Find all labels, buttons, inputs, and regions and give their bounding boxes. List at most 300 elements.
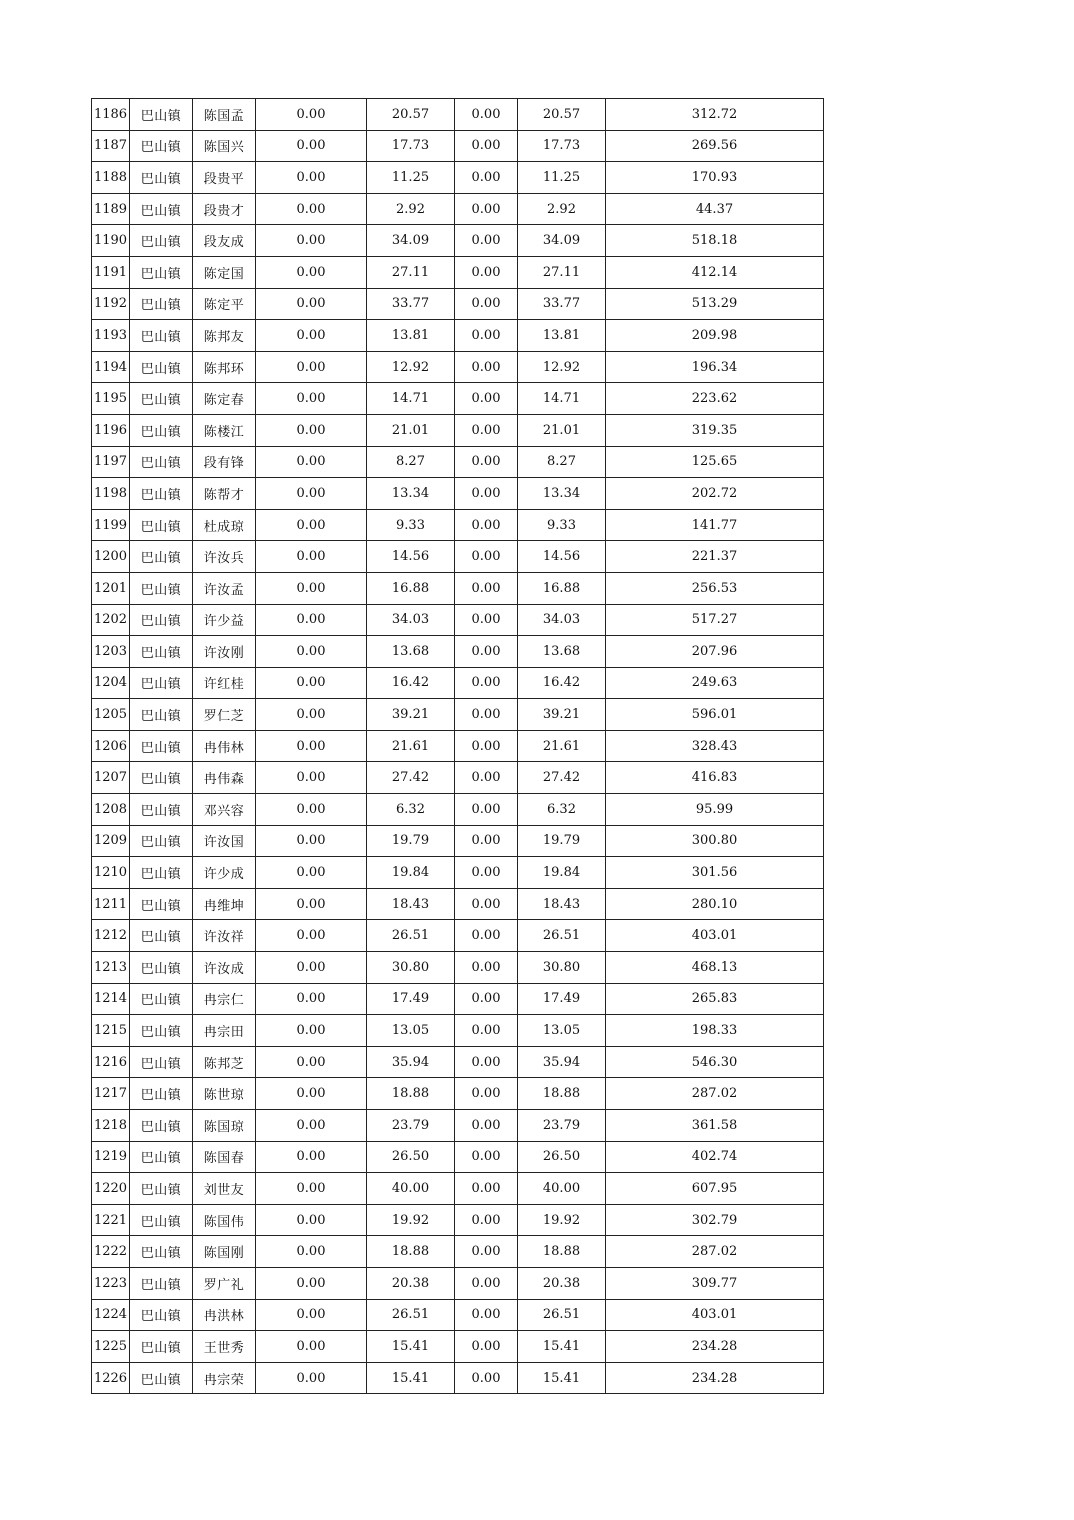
row-number-cell: 1221 [92, 1204, 130, 1236]
town-cell: 巴山镇 [130, 288, 193, 320]
amount-cell: 312.72 [606, 99, 824, 131]
value-d-cell: 17.49 [518, 983, 606, 1015]
row-number-cell: 1216 [92, 1046, 130, 1078]
value-c-cell: 0.00 [455, 256, 518, 288]
value-b-cell: 26.51 [367, 920, 455, 952]
value-d-cell: 23.79 [518, 1110, 606, 1142]
name-cell: 段贵平 [193, 162, 256, 194]
value-c-cell: 0.00 [455, 162, 518, 194]
value-b-cell: 34.03 [367, 604, 455, 636]
town-cell: 巴山镇 [130, 130, 193, 162]
value-b-cell: 19.92 [367, 1204, 455, 1236]
value-b-cell: 16.88 [367, 572, 455, 604]
table-row [92, 162, 824, 194]
name-cell: 陈邦环 [193, 351, 256, 383]
table-row [92, 888, 824, 920]
town-cell: 巴山镇 [130, 572, 193, 604]
name-cell: 许汝孟 [193, 572, 256, 604]
data-table [91, 98, 824, 1394]
value-d-cell: 6.32 [518, 794, 606, 826]
amount-cell: 301.56 [606, 857, 824, 889]
value-a-cell: 0.00 [256, 541, 367, 573]
value-d-cell: 13.34 [518, 478, 606, 510]
amount-cell: 202.72 [606, 478, 824, 510]
value-b-cell: 30.80 [367, 952, 455, 984]
town-cell: 巴山镇 [130, 1331, 193, 1363]
table-row [92, 636, 824, 668]
row-number-cell: 1193 [92, 320, 130, 352]
value-d-cell: 27.11 [518, 256, 606, 288]
value-a-cell: 0.00 [256, 1299, 367, 1331]
amount-cell: 170.93 [606, 162, 824, 194]
value-b-cell: 21.61 [367, 730, 455, 762]
value-a-cell: 0.00 [256, 320, 367, 352]
row-number-cell: 1194 [92, 351, 130, 383]
amount-cell: 249.63 [606, 667, 824, 699]
value-b-cell: 15.41 [367, 1362, 455, 1394]
value-b-cell: 11.25 [367, 162, 455, 194]
value-c-cell: 0.00 [455, 288, 518, 320]
town-cell: 巴山镇 [130, 983, 193, 1015]
name-cell: 陈世琼 [193, 1078, 256, 1110]
row-number-cell: 1209 [92, 825, 130, 857]
value-a-cell: 0.00 [256, 1204, 367, 1236]
amount-cell: 361.58 [606, 1110, 824, 1142]
town-cell: 巴山镇 [130, 509, 193, 541]
name-cell: 邓兴容 [193, 794, 256, 826]
table-row [92, 193, 824, 225]
value-a-cell: 0.00 [256, 351, 367, 383]
table-row [92, 1267, 824, 1299]
town-cell: 巴山镇 [130, 446, 193, 478]
value-a-cell: 0.00 [256, 1078, 367, 1110]
amount-cell: 196.34 [606, 351, 824, 383]
value-d-cell: 18.43 [518, 888, 606, 920]
amount-cell: 198.33 [606, 1015, 824, 1047]
value-c-cell: 0.00 [455, 541, 518, 573]
value-b-cell: 18.43 [367, 888, 455, 920]
value-c-cell: 0.00 [455, 446, 518, 478]
name-cell: 罗仁芝 [193, 699, 256, 731]
row-number-cell: 1215 [92, 1015, 130, 1047]
town-cell: 巴山镇 [130, 1267, 193, 1299]
value-c-cell: 0.00 [455, 604, 518, 636]
row-number-cell: 1224 [92, 1299, 130, 1331]
value-d-cell: 13.81 [518, 320, 606, 352]
town-cell: 巴山镇 [130, 478, 193, 510]
row-number-cell: 1188 [92, 162, 130, 194]
town-cell: 巴山镇 [130, 1173, 193, 1205]
row-number-cell: 1222 [92, 1236, 130, 1268]
value-a-cell: 0.00 [256, 572, 367, 604]
table-row [92, 825, 824, 857]
value-d-cell: 16.42 [518, 667, 606, 699]
value-c-cell: 0.00 [455, 730, 518, 762]
value-b-cell: 14.71 [367, 383, 455, 415]
value-c-cell: 0.00 [455, 952, 518, 984]
row-number-cell: 1206 [92, 730, 130, 762]
value-c-cell: 0.00 [455, 414, 518, 446]
value-c-cell: 0.00 [455, 667, 518, 699]
name-cell: 陈帮才 [193, 478, 256, 510]
town-cell: 巴山镇 [130, 383, 193, 415]
value-b-cell: 8.27 [367, 446, 455, 478]
value-b-cell: 20.38 [367, 1267, 455, 1299]
name-cell: 冉伟森 [193, 762, 256, 794]
value-b-cell: 15.41 [367, 1331, 455, 1363]
row-number-cell: 1220 [92, 1173, 130, 1205]
value-a-cell: 0.00 [256, 193, 367, 225]
amount-cell: 287.02 [606, 1236, 824, 1268]
value-b-cell: 26.51 [367, 1299, 455, 1331]
town-cell: 巴山镇 [130, 1110, 193, 1142]
town-cell: 巴山镇 [130, 1299, 193, 1331]
value-d-cell: 15.41 [518, 1331, 606, 1363]
row-number-cell: 1203 [92, 636, 130, 668]
row-number-cell: 1192 [92, 288, 130, 320]
value-a-cell: 0.00 [256, 699, 367, 731]
value-c-cell: 0.00 [455, 857, 518, 889]
row-number-cell: 1205 [92, 699, 130, 731]
town-cell: 巴山镇 [130, 952, 193, 984]
town-cell: 巴山镇 [130, 351, 193, 383]
town-cell: 巴山镇 [130, 857, 193, 889]
row-number-cell: 1189 [92, 193, 130, 225]
value-c-cell: 0.00 [455, 99, 518, 131]
value-c-cell: 0.00 [455, 193, 518, 225]
value-c-cell: 0.00 [455, 1046, 518, 1078]
value-a-cell: 0.00 [256, 1331, 367, 1363]
row-number-cell: 1199 [92, 509, 130, 541]
value-d-cell: 19.79 [518, 825, 606, 857]
table-row [92, 320, 824, 352]
value-a-cell: 0.00 [256, 225, 367, 257]
town-cell: 巴山镇 [130, 920, 193, 952]
value-b-cell: 27.42 [367, 762, 455, 794]
value-a-cell: 0.00 [256, 604, 367, 636]
value-d-cell: 40.00 [518, 1173, 606, 1205]
amount-cell: 402.74 [606, 1141, 824, 1173]
name-cell: 陈定春 [193, 383, 256, 415]
value-d-cell: 27.42 [518, 762, 606, 794]
row-number-cell: 1196 [92, 414, 130, 446]
row-number-cell: 1226 [92, 1362, 130, 1394]
value-c-cell: 0.00 [455, 794, 518, 826]
value-c-cell: 0.00 [455, 130, 518, 162]
value-d-cell: 14.71 [518, 383, 606, 415]
value-d-cell: 19.92 [518, 1204, 606, 1236]
table-row [92, 478, 824, 510]
amount-cell: 234.28 [606, 1331, 824, 1363]
row-number-cell: 1223 [92, 1267, 130, 1299]
value-a-cell: 0.00 [256, 1015, 367, 1047]
town-cell: 巴山镇 [130, 636, 193, 668]
name-cell: 陈国春 [193, 1141, 256, 1173]
value-d-cell: 8.27 [518, 446, 606, 478]
row-number-cell: 1211 [92, 888, 130, 920]
name-cell: 陈邦芝 [193, 1046, 256, 1078]
row-number-cell: 1213 [92, 952, 130, 984]
name-cell: 冉洪林 [193, 1299, 256, 1331]
value-c-cell: 0.00 [455, 920, 518, 952]
value-a-cell: 0.00 [256, 730, 367, 762]
value-c-cell: 0.00 [455, 1078, 518, 1110]
value-c-cell: 0.00 [455, 1204, 518, 1236]
table-row [92, 351, 824, 383]
name-cell: 王世秀 [193, 1331, 256, 1363]
value-c-cell: 0.00 [455, 1173, 518, 1205]
table-row [92, 730, 824, 762]
amount-cell: 518.18 [606, 225, 824, 257]
amount-cell: 546.30 [606, 1046, 824, 1078]
name-cell: 陈楼江 [193, 414, 256, 446]
table-row [92, 762, 824, 794]
value-d-cell: 26.51 [518, 1299, 606, 1331]
row-number-cell: 1204 [92, 667, 130, 699]
value-a-cell: 0.00 [256, 888, 367, 920]
name-cell: 段有锋 [193, 446, 256, 478]
row-number-cell: 1186 [92, 99, 130, 131]
value-d-cell: 20.38 [518, 1267, 606, 1299]
name-cell: 刘世友 [193, 1173, 256, 1205]
table-row [92, 446, 824, 478]
value-d-cell: 33.77 [518, 288, 606, 320]
row-number-cell: 1214 [92, 983, 130, 1015]
value-b-cell: 34.09 [367, 225, 455, 257]
name-cell: 陈定平 [193, 288, 256, 320]
town-cell: 巴山镇 [130, 1236, 193, 1268]
value-c-cell: 0.00 [455, 1267, 518, 1299]
value-a-cell: 0.00 [256, 288, 367, 320]
value-c-cell: 0.00 [455, 1362, 518, 1394]
amount-cell: 125.65 [606, 446, 824, 478]
row-number-cell: 1208 [92, 794, 130, 826]
value-b-cell: 17.73 [367, 130, 455, 162]
town-cell: 巴山镇 [130, 1078, 193, 1110]
row-number-cell: 1200 [92, 541, 130, 573]
value-c-cell: 0.00 [455, 636, 518, 668]
value-c-cell: 0.00 [455, 509, 518, 541]
amount-cell: 95.99 [606, 794, 824, 826]
row-number-cell: 1195 [92, 383, 130, 415]
name-cell: 许汝国 [193, 825, 256, 857]
value-d-cell: 18.88 [518, 1236, 606, 1268]
value-a-cell: 0.00 [256, 1362, 367, 1394]
name-cell: 罗广礼 [193, 1267, 256, 1299]
value-c-cell: 0.00 [455, 225, 518, 257]
row-number-cell: 1225 [92, 1331, 130, 1363]
table-row [92, 572, 824, 604]
value-b-cell: 40.00 [367, 1173, 455, 1205]
amount-cell: 468.13 [606, 952, 824, 984]
value-b-cell: 2.92 [367, 193, 455, 225]
value-a-cell: 0.00 [256, 1236, 367, 1268]
table-row [92, 699, 824, 731]
value-b-cell: 18.88 [367, 1236, 455, 1268]
name-cell: 许汝兵 [193, 541, 256, 573]
table-row [92, 509, 824, 541]
value-c-cell: 0.00 [455, 1110, 518, 1142]
name-cell: 许红桂 [193, 667, 256, 699]
name-cell: 陈国琼 [193, 1110, 256, 1142]
town-cell: 巴山镇 [130, 888, 193, 920]
town-cell: 巴山镇 [130, 604, 193, 636]
value-a-cell: 0.00 [256, 383, 367, 415]
table-row [92, 857, 824, 889]
row-number-cell: 1187 [92, 130, 130, 162]
town-cell: 巴山镇 [130, 730, 193, 762]
value-b-cell: 13.34 [367, 478, 455, 510]
value-a-cell: 0.00 [256, 1173, 367, 1205]
value-a-cell: 0.00 [256, 1110, 367, 1142]
row-number-cell: 1217 [92, 1078, 130, 1110]
value-d-cell: 13.05 [518, 1015, 606, 1047]
name-cell: 许少益 [193, 604, 256, 636]
amount-cell: 234.28 [606, 1362, 824, 1394]
row-number-cell: 1207 [92, 762, 130, 794]
value-b-cell: 14.56 [367, 541, 455, 573]
value-d-cell: 21.61 [518, 730, 606, 762]
row-number-cell: 1210 [92, 857, 130, 889]
amount-cell: 265.83 [606, 983, 824, 1015]
amount-cell: 256.53 [606, 572, 824, 604]
value-d-cell: 21.01 [518, 414, 606, 446]
amount-cell: 209.98 [606, 320, 824, 352]
town-cell: 巴山镇 [130, 193, 193, 225]
town-cell: 巴山镇 [130, 699, 193, 731]
table-row [92, 1110, 824, 1142]
value-b-cell: 21.01 [367, 414, 455, 446]
value-c-cell: 0.00 [455, 888, 518, 920]
value-b-cell: 13.68 [367, 636, 455, 668]
value-b-cell: 26.50 [367, 1141, 455, 1173]
value-a-cell: 0.00 [256, 983, 367, 1015]
value-a-cell: 0.00 [256, 162, 367, 194]
amount-cell: 287.02 [606, 1078, 824, 1110]
value-c-cell: 0.00 [455, 383, 518, 415]
value-b-cell: 27.11 [367, 256, 455, 288]
value-d-cell: 35.94 [518, 1046, 606, 1078]
row-number-cell: 1218 [92, 1110, 130, 1142]
name-cell: 杜成琼 [193, 509, 256, 541]
value-c-cell: 0.00 [455, 699, 518, 731]
table-row [92, 288, 824, 320]
value-d-cell: 19.84 [518, 857, 606, 889]
value-b-cell: 19.79 [367, 825, 455, 857]
value-a-cell: 0.00 [256, 478, 367, 510]
town-cell: 巴山镇 [130, 762, 193, 794]
value-a-cell: 0.00 [256, 446, 367, 478]
table-row [92, 99, 824, 131]
table-row [92, 414, 824, 446]
town-cell: 巴山镇 [130, 1141, 193, 1173]
row-number-cell: 1201 [92, 572, 130, 604]
value-d-cell: 2.92 [518, 193, 606, 225]
value-c-cell: 0.00 [455, 762, 518, 794]
name-cell: 冉伟林 [193, 730, 256, 762]
amount-cell: 403.01 [606, 920, 824, 952]
table-row [92, 1173, 824, 1205]
town-cell: 巴山镇 [130, 541, 193, 573]
amount-cell: 416.83 [606, 762, 824, 794]
value-d-cell: 18.88 [518, 1078, 606, 1110]
table-row [92, 604, 824, 636]
name-cell: 冉宗荣 [193, 1362, 256, 1394]
value-d-cell: 17.73 [518, 130, 606, 162]
value-b-cell: 39.21 [367, 699, 455, 731]
value-a-cell: 0.00 [256, 99, 367, 131]
table-row [92, 225, 824, 257]
value-c-cell: 0.00 [455, 320, 518, 352]
amount-cell: 309.77 [606, 1267, 824, 1299]
name-cell: 冉宗仁 [193, 983, 256, 1015]
table-row [92, 952, 824, 984]
value-d-cell: 11.25 [518, 162, 606, 194]
table-row [92, 256, 824, 288]
value-b-cell: 13.05 [367, 1015, 455, 1047]
amount-cell: 403.01 [606, 1299, 824, 1331]
name-cell: 陈邦友 [193, 320, 256, 352]
table-row [92, 983, 824, 1015]
value-b-cell: 13.81 [367, 320, 455, 352]
value-d-cell: 34.03 [518, 604, 606, 636]
value-d-cell: 20.57 [518, 99, 606, 131]
amount-cell: 328.43 [606, 730, 824, 762]
value-a-cell: 0.00 [256, 825, 367, 857]
value-b-cell: 17.49 [367, 983, 455, 1015]
value-d-cell: 12.92 [518, 351, 606, 383]
table-row [92, 1236, 824, 1268]
town-cell: 巴山镇 [130, 1046, 193, 1078]
value-b-cell: 16.42 [367, 667, 455, 699]
value-c-cell: 0.00 [455, 1141, 518, 1173]
name-cell: 陈国伟 [193, 1204, 256, 1236]
value-c-cell: 0.00 [455, 1015, 518, 1047]
value-c-cell: 0.00 [455, 478, 518, 510]
name-cell: 冉宗田 [193, 1015, 256, 1047]
value-b-cell: 19.84 [367, 857, 455, 889]
amount-cell: 280.10 [606, 888, 824, 920]
value-a-cell: 0.00 [256, 256, 367, 288]
value-a-cell: 0.00 [256, 794, 367, 826]
table-row [92, 1046, 824, 1078]
value-c-cell: 0.00 [455, 983, 518, 1015]
table-row [92, 1015, 824, 1047]
table-row [92, 541, 824, 573]
value-b-cell: 20.57 [367, 99, 455, 131]
table-body [92, 99, 824, 1394]
value-c-cell: 0.00 [455, 572, 518, 604]
name-cell: 陈国孟 [193, 99, 256, 131]
value-c-cell: 0.00 [455, 1299, 518, 1331]
table-row [92, 667, 824, 699]
value-b-cell: 23.79 [367, 1110, 455, 1142]
row-number-cell: 1202 [92, 604, 130, 636]
row-number-cell: 1190 [92, 225, 130, 257]
value-c-cell: 0.00 [455, 825, 518, 857]
town-cell: 巴山镇 [130, 99, 193, 131]
row-number-cell: 1198 [92, 478, 130, 510]
value-a-cell: 0.00 [256, 414, 367, 446]
town-cell: 巴山镇 [130, 1204, 193, 1236]
table-row [92, 130, 824, 162]
value-b-cell: 12.92 [367, 351, 455, 383]
amount-cell: 596.01 [606, 699, 824, 731]
value-d-cell: 16.88 [518, 572, 606, 604]
amount-cell: 223.62 [606, 383, 824, 415]
amount-cell: 44.37 [606, 193, 824, 225]
table-row [92, 1204, 824, 1236]
